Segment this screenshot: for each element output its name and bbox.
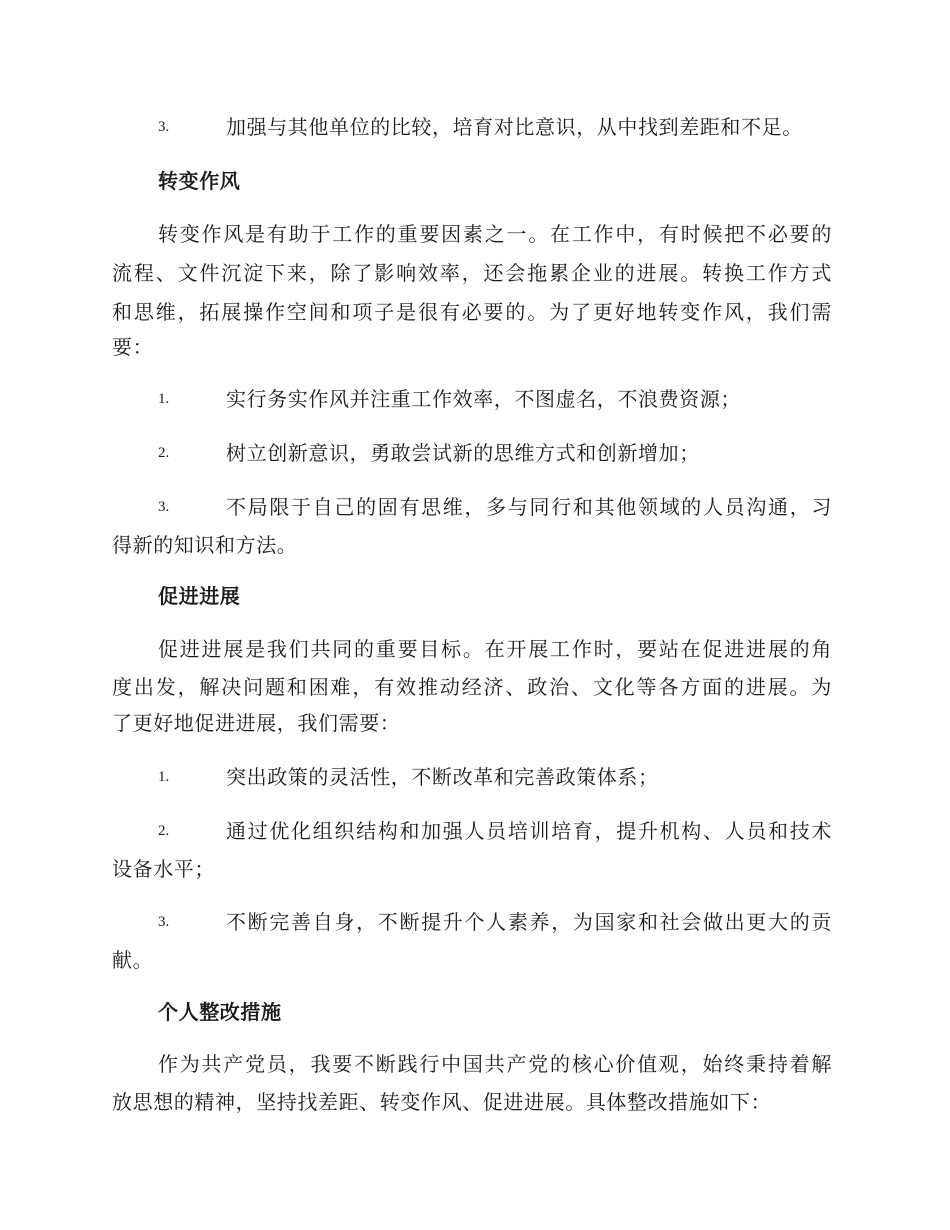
paragraph-line: 流程、文件沉淀下来，除了影响效率，还会拖累企业的进展。转换工作方式 xyxy=(112,261,832,285)
list-number: 3. xyxy=(158,119,170,135)
paragraph-line: 转变作风是有助于工作的重要因素之一。在工作中，有时候把不必要的 xyxy=(158,222,832,246)
list-item-text: 献。 xyxy=(112,948,154,972)
list-item-text: 实行务实作风并注重工作效率，不图虚名，不浪费资源； xyxy=(226,387,741,411)
paragraph-line: 度出发，解决问题和困难，有效推动经济、政治、文化等各方面的进展。为 xyxy=(112,675,832,699)
list-item-text: 突出政策的灵活性，不断改革和完善政策体系； xyxy=(226,765,659,789)
list-number: 3. xyxy=(158,914,170,930)
paragraph-line: 放思想的精神，坚持找差距、转变作风、促进进展。具体整改措施如下： xyxy=(112,1090,772,1114)
paragraph-line: 要： xyxy=(112,335,154,359)
list-item-text: 不局限于自己的固有思维，多与同行和其他领域的人员沟通，习 xyxy=(226,495,832,519)
list-item-text: 通过优化组织结构和加强人员培训培育，提升机构、人员和技术 xyxy=(226,819,832,843)
list-item-text: 树立创新意识，勇敢尝试新的思维方式和创新增加； xyxy=(226,441,700,465)
section-heading: 转变作风 xyxy=(158,169,241,193)
paragraph-line: 了更好地促进进展，我们需要： xyxy=(112,711,401,735)
list-item-text: 不断完善自身，不断提升个人素养，为国家和社会做出更大的贡 xyxy=(226,910,832,934)
paragraph-line: 促进进展是我们共同的重要目标。在开展工作时，要站在促进进展的角 xyxy=(158,637,832,661)
list-number: 2. xyxy=(158,445,170,461)
list-number: 3. xyxy=(158,499,170,515)
list-number: 2. xyxy=(158,823,170,839)
paragraph-line: 和思维，拓展操作空间和项子是很有必要的。为了更好地转变作风，我们需 xyxy=(112,300,832,324)
paragraph-line: 作为共产党员，我要不断践行中国共产党的核心价值观，始终秉持着解 xyxy=(158,1052,832,1076)
list-number: 1. xyxy=(158,769,170,785)
list-item-text: 加强与其他单位的比较，培育对比意识，从中找到差距和不足。 xyxy=(226,115,803,139)
list-number: 1. xyxy=(158,391,170,407)
list-item-text: 设备水平； xyxy=(112,857,215,881)
section-heading: 促进进展 xyxy=(158,584,241,608)
list-item-text: 得新的知识和方法。 xyxy=(112,533,298,557)
section-heading: 个人整改措施 xyxy=(158,1000,282,1024)
